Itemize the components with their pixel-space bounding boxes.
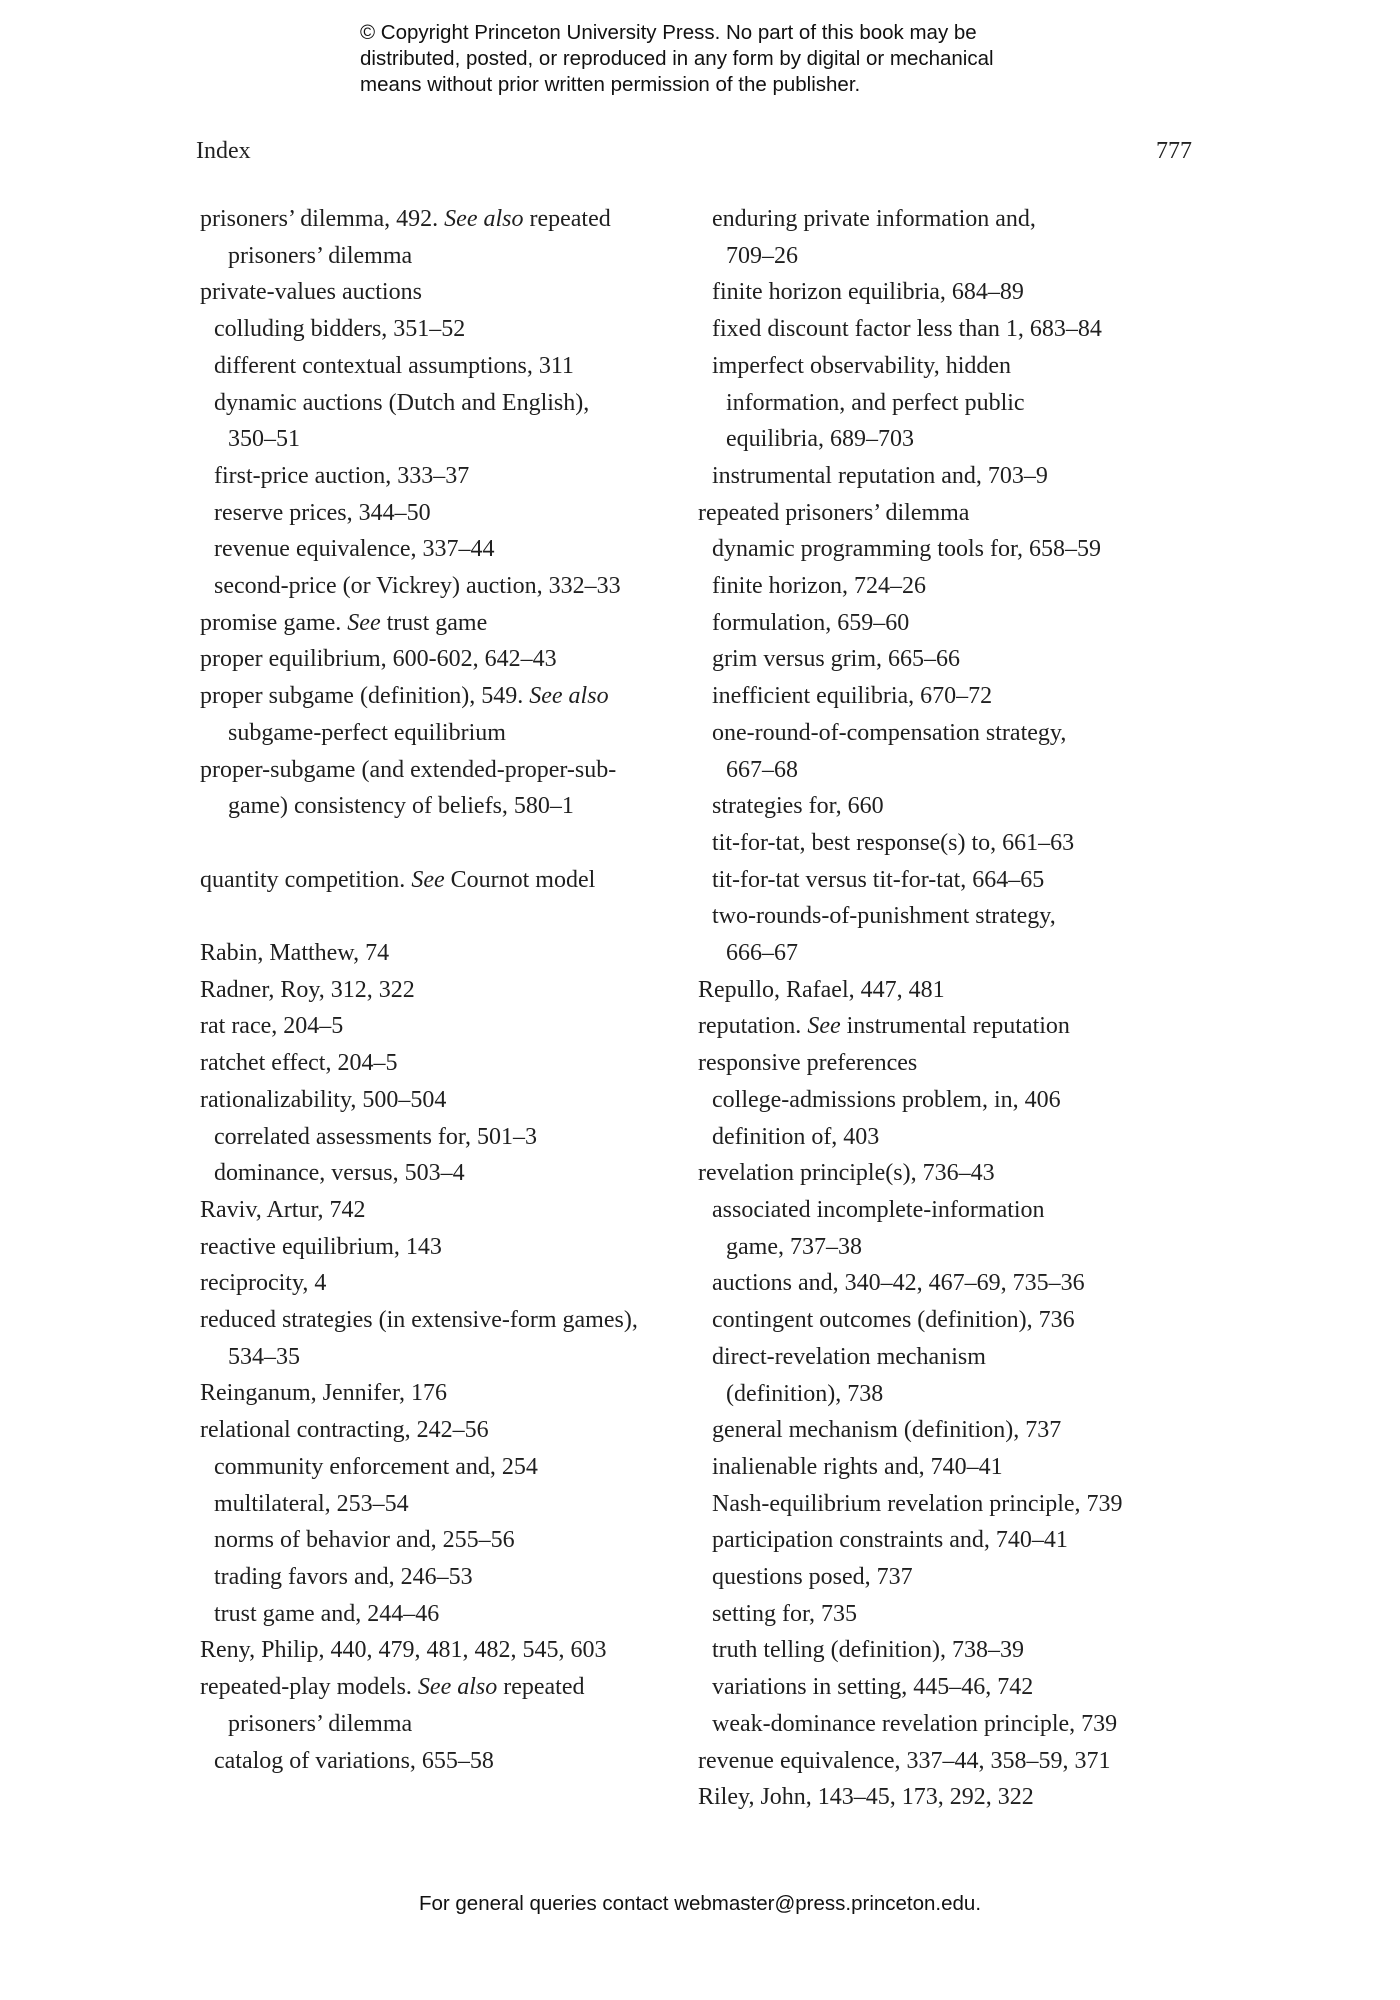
index-entry	[200, 385, 700, 422]
index-entry-text: 709–26	[726, 242, 798, 269]
index-entry	[200, 458, 700, 495]
index-entry-text: information, and perfect public	[726, 389, 1025, 416]
index-entry	[698, 274, 1218, 311]
index-entry	[698, 605, 1218, 642]
index-entry	[200, 1302, 700, 1339]
index-entry-text: reputation.	[698, 1013, 808, 1040]
index-entry	[200, 238, 700, 275]
index-entry	[698, 678, 1218, 715]
index-entry-text: Riley, John, 143–45, 173, 292, 322	[698, 1784, 1034, 1811]
index-entry	[200, 641, 700, 678]
index-entry	[200, 1632, 700, 1669]
index-entry-text: formulation, 659–60	[712, 609, 910, 636]
page-number: 777	[1156, 138, 1192, 164]
index-entry	[698, 568, 1218, 605]
index-entry	[200, 678, 700, 715]
index-entry-text: proper subgame (definition), 549.	[200, 683, 530, 710]
index-entry-text: contingent outcomes (definition), 736	[712, 1307, 1075, 1334]
index-entry-text: game, 737–38	[726, 1233, 862, 1260]
index-entry	[200, 1045, 700, 1082]
index-entry-text: direct-revelation mechanism	[712, 1343, 986, 1370]
index-entry-text: norms of behavior and, 255–56	[214, 1527, 515, 1554]
index-entry-text: revelation principle(s), 736–43	[698, 1160, 995, 1187]
index-entry	[698, 1082, 1218, 1119]
index-entry	[698, 1045, 1218, 1082]
index-entry	[200, 1339, 700, 1376]
index-entry	[698, 421, 1218, 458]
index-entry-text: tit-for-tat versus tit-for-tat, 664–65	[712, 866, 1045, 893]
index-entry-text: weak-dominance revelation principle, 739	[712, 1710, 1118, 1737]
index-cross-reference: See also	[444, 206, 524, 232]
index-entry	[200, 1412, 700, 1449]
index-entry	[698, 641, 1218, 678]
index-entry-text: rat race, 204–5	[200, 1013, 344, 1040]
index-entry-text: finite horizon equilibria, 684–89	[712, 279, 1024, 306]
index-entry-text: college-admissions problem, in, 406	[712, 1086, 1061, 1113]
index-cross-reference: See also	[529, 683, 609, 710]
index-entry-text: setting for, 735	[712, 1600, 858, 1627]
index-entry	[698, 1229, 1218, 1266]
index-entry-text: repeated	[523, 206, 611, 232]
index-entry-text: grim versus grim, 665–66	[712, 646, 960, 673]
index-entry-text: Nash-equilibrium revelation principle, 739	[712, 1490, 1123, 1517]
index-entry-text: equilibria, 689–703	[726, 426, 914, 453]
index-entry-text: instrumental reputation and, 703–9	[712, 462, 1048, 489]
index-entry-text: dynamic auctions (Dutch and English),	[214, 389, 590, 416]
index-entry-text: prisoners’ dilemma, 492.	[200, 206, 445, 232]
index-entry-text: subgame-perfect equilibrium	[228, 719, 506, 746]
index-entry	[200, 1119, 700, 1156]
index-column-right	[698, 201, 1218, 1816]
index-entry	[698, 1449, 1218, 1486]
index-entry-text: catalog of variations, 655–58	[214, 1747, 494, 1774]
index-entry-text: fixed discount factor less than 1, 683–84	[712, 316, 1102, 343]
index-entry	[698, 201, 1218, 238]
index-entry	[698, 1008, 1218, 1045]
index-entry-text: Rabin, Matthew, 74	[200, 940, 390, 967]
index-entry	[698, 1486, 1218, 1523]
index-entry-text: private-values auctions	[200, 279, 422, 306]
index-entry-text: prisoners’ dilemma	[228, 1710, 413, 1737]
index-entry-text: general mechanism (definition), 737	[712, 1417, 1062, 1444]
index-entry-text: variations in setting, 445–46, 742	[712, 1674, 1034, 1701]
copyright-line-2: distributed, posted, or reproduced in any form by digital or mechanical	[360, 47, 994, 70]
index-entry	[200, 1192, 700, 1229]
index-entry	[698, 1155, 1218, 1192]
index-entry	[200, 1449, 700, 1486]
index-cross-reference: See also	[417, 1674, 498, 1701]
index-entry-text: quantity competition.	[200, 866, 412, 893]
index-entry-text: reciprocity, 4	[200, 1270, 327, 1297]
index-entry-text: repeated-play models.	[200, 1674, 418, 1701]
index-entry	[698, 788, 1218, 825]
index-entry-text: reactive equilibrium, 143	[200, 1233, 442, 1260]
index-entry-text: 666–67	[726, 940, 798, 967]
index-entry	[200, 605, 700, 642]
copyright-line-1: © Copyright Princeton University Press. No part of this book may be	[360, 21, 977, 44]
index-entry-text: one-round-of-compensation strategy,	[712, 719, 1067, 746]
index-entry	[200, 1008, 700, 1045]
index-entry-text: Reinganum, Jennifer, 176	[200, 1380, 447, 1407]
index-entry	[698, 1669, 1218, 1706]
index-entry-text: different contextual assumptions, 311	[214, 352, 574, 379]
index-entry	[200, 1265, 700, 1302]
index-entry	[200, 1082, 700, 1119]
index-entry	[698, 898, 1218, 935]
index-entry	[200, 1375, 700, 1412]
index-entry-text: definition of, 403	[712, 1123, 880, 1150]
index-entry-text: Cournot model	[444, 866, 596, 893]
index-entry-text: relational contracting, 242–56	[200, 1417, 489, 1444]
index-entry	[698, 715, 1218, 752]
index-entry-text: inefficient equilibria, 670–72	[712, 683, 993, 710]
index-entry	[200, 1229, 700, 1266]
index-entry-text: multilateral, 253–54	[214, 1490, 409, 1517]
index-entry	[698, 1596, 1218, 1633]
index-entry	[698, 1706, 1218, 1743]
index-entry	[698, 935, 1218, 972]
index-entry	[698, 238, 1218, 275]
index-entry	[698, 1632, 1218, 1669]
index-entry	[200, 862, 700, 899]
index-entry	[698, 825, 1218, 862]
index-entry	[698, 1559, 1218, 1596]
index-entry	[698, 862, 1218, 899]
index-entry-text: inalienable rights and, 740–41	[712, 1453, 1003, 1480]
index-entry-text: imperfect observability, hidden	[712, 352, 1012, 379]
index-entry	[200, 1486, 700, 1523]
index-entry-text: 350–51	[228, 426, 300, 453]
index-entry-text: reserve prices, 344–50	[214, 499, 431, 526]
index-entry-text: Radner, Roy, 312, 322	[200, 976, 415, 1003]
index-entry-text: revenue equivalence, 337–44, 358–59, 371	[698, 1747, 1111, 1774]
index-entry-text: instrumental reputation	[840, 1013, 1070, 1040]
index-entry	[698, 531, 1218, 568]
index-entry	[200, 568, 700, 605]
index-entry-text: participation constraints and, 740–41	[712, 1527, 1068, 1554]
index-entry	[200, 1596, 700, 1633]
index-entry	[200, 311, 700, 348]
index-column-left	[200, 201, 700, 1779]
index-entry	[200, 495, 700, 532]
index-entry-text: Raviv, Artur, 742	[200, 1196, 366, 1223]
index-entry	[200, 1743, 700, 1780]
index-entry	[200, 1669, 700, 1706]
footer-contact: For general queries contact webmaster@press.princeton.edu.	[418, 1892, 982, 1915]
index-cross-reference: See	[347, 609, 381, 636]
index-entry	[698, 1119, 1218, 1156]
index-entry-text: Reny, Philip, 440, 479, 481, 482, 545, 603	[200, 1637, 607, 1664]
index-entry-text: auctions and, 340–42, 467–69, 735–36	[712, 1270, 1085, 1297]
index-entry	[698, 972, 1218, 1009]
index-entry	[698, 385, 1218, 422]
index-entry-text: strategies for, 660	[712, 793, 884, 820]
index-entry-text: revenue equivalence, 337–44	[214, 536, 495, 563]
index-entry-text: first-price auction, 333–37	[214, 462, 470, 489]
index-entry	[200, 274, 700, 311]
index-entry-text: trust game and, 244–46	[214, 1600, 440, 1627]
index-cross-reference: See	[411, 866, 445, 893]
index-entry-text: rationalizability, 500–504	[200, 1086, 447, 1113]
index-entry	[200, 935, 700, 972]
index-entry-text: game) consistency of beliefs, 580–1	[228, 793, 574, 820]
index-entry-text: questions posed, 737	[712, 1564, 913, 1591]
index-entry-text: tit-for-tat, best response(s) to, 661–63	[712, 829, 1075, 856]
index-entry	[698, 495, 1218, 532]
index-entry	[200, 1522, 700, 1559]
index-entry-text: 534–35	[228, 1343, 300, 1370]
index-entry-text: trading favors and, 246–53	[214, 1563, 473, 1590]
index-entry-text: proper equilibrium, 600-602, 642–43	[200, 646, 557, 673]
index-entry-text: prisoners’ dilemma	[228, 242, 413, 269]
copyright-notice	[360, 20, 1120, 98]
index-entry-text: dynamic programming tools for, 658–59	[712, 536, 1101, 563]
index-cross-reference: See	[807, 1013, 841, 1040]
index-entry-text: (definition), 738	[726, 1380, 884, 1407]
index-entry	[698, 752, 1218, 789]
index-entry-text: 667–68	[726, 756, 798, 783]
index-entry-text: community enforcement and, 254	[214, 1453, 538, 1480]
index-entry	[200, 201, 700, 238]
index-entry-text: repeated prisoners’ dilemma	[698, 499, 970, 526]
index-spacer	[200, 825, 700, 862]
index-entry	[200, 348, 700, 385]
index-entry	[698, 1779, 1218, 1816]
index-spacer	[200, 898, 700, 935]
index-entry	[698, 1265, 1218, 1302]
index-entry-text: proper-subgame (and extended-proper-sub-	[200, 756, 617, 783]
index-entry	[200, 1559, 700, 1596]
index-entry	[200, 972, 700, 1009]
index-entry	[698, 1412, 1218, 1449]
index-entry-text: repeated	[497, 1674, 585, 1701]
index-entry	[698, 1192, 1218, 1229]
index-entry	[698, 1376, 1218, 1413]
index-entry	[200, 715, 700, 752]
index-entry	[698, 311, 1218, 348]
index-entry-text: associated incomplete-information	[712, 1196, 1045, 1223]
index-entry-text: trust game	[380, 609, 488, 636]
index-entry	[698, 1522, 1218, 1559]
index-entry	[200, 1155, 700, 1192]
index-entry	[698, 348, 1218, 385]
index-entry-text: ratchet effect, 204–5	[200, 1050, 398, 1077]
index-entry	[200, 752, 700, 789]
index-entry	[200, 788, 700, 825]
index-entry	[698, 1339, 1218, 1376]
index-entry-text: finite horizon, 724–26	[712, 573, 926, 600]
index-entry	[698, 458, 1218, 495]
index-entry	[200, 531, 700, 568]
index-entry-text: two-rounds-of-punishment strategy,	[712, 903, 1056, 930]
index-entry-text: second-price (or Vickrey) auction, 332–33	[214, 573, 621, 600]
index-entry	[698, 1743, 1218, 1780]
index-entry-text: dominance, versus, 503–4	[214, 1160, 465, 1187]
index-entry-text: responsive preferences	[698, 1050, 918, 1077]
index-entry	[200, 421, 700, 458]
running-head-section: Index	[196, 138, 251, 164]
copyright-line-3: means without prior written permission of the publisher.	[360, 73, 861, 96]
index-entry-text: Repullo, Rafael, 447, 481	[698, 976, 945, 1003]
index-entry	[698, 1302, 1218, 1339]
index-entry-text: reduced strategies (in extensive-form games),	[200, 1307, 638, 1334]
index-entry-text: enduring private information and,	[712, 206, 1036, 232]
index-entry	[200, 1706, 700, 1743]
index-entry-text: correlated assessments for, 501–3	[214, 1123, 537, 1150]
index-entry-text: promise game.	[200, 609, 348, 636]
index-entry-text: colluding bidders, 351–52	[214, 316, 466, 343]
index-entry-text: truth telling (definition), 738–39	[712, 1637, 1024, 1664]
